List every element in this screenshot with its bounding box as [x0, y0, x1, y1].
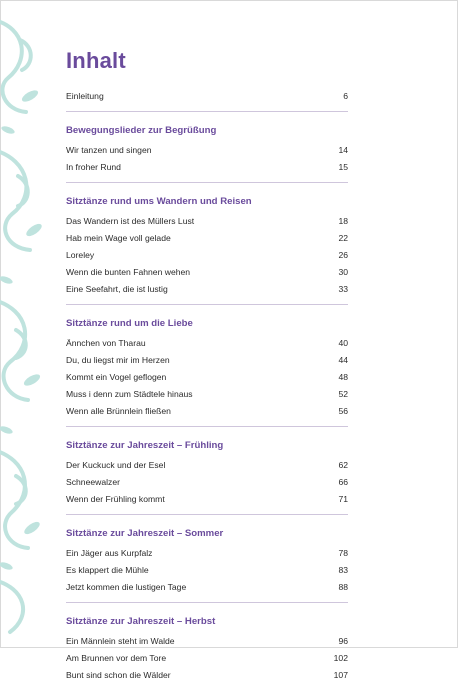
toc-entry-label: Kommt ein Vogel geflogen — [66, 372, 167, 382]
toc-entry — [66, 230, 348, 247]
toc-entry — [66, 545, 348, 562]
toc-entry-page: 71 — [338, 494, 348, 504]
page-title: Inhalt — [66, 48, 126, 73]
toc-entry-page: 33 — [338, 284, 348, 294]
toc-entry-page: 83 — [338, 565, 348, 575]
toc-entry — [66, 247, 348, 264]
toc-entry — [66, 491, 348, 508]
toc-section — [66, 194, 348, 305]
section-title: Bewegungslieder zur Begrüßung — [66, 125, 217, 136]
toc-section — [66, 614, 348, 684]
toc-entry-label: Wenn die bunten Fahnen wehen — [66, 267, 191, 277]
toc-entry-page: 52 — [338, 389, 348, 399]
toc-entry-label: Am Brunnen vor dem Tore — [66, 653, 167, 663]
toc-entry — [66, 213, 348, 230]
toc-entry — [66, 335, 348, 352]
toc-entry-page: 107 — [333, 670, 348, 680]
toc-entry-label: Eine Seefahrt, die ist lustig — [66, 284, 168, 294]
section-title: Sitztänze rund um die Liebe — [66, 318, 193, 329]
toc-section — [66, 438, 348, 515]
toc-entry — [66, 369, 348, 386]
toc-entry-label: Schneewalzer — [66, 477, 120, 487]
toc-entry — [66, 352, 348, 369]
toc-entry-page: 26 — [338, 250, 348, 260]
toc-entry — [66, 159, 348, 176]
toc-entry-label: Muss i denn zum Städtele hinaus — [66, 389, 193, 399]
toc-entry-label: Einleitung — [66, 91, 104, 101]
toc-section — [66, 316, 348, 427]
toc-entry-label: Es klappert die Mühle — [66, 565, 149, 575]
toc-entry-page: 96 — [338, 636, 348, 646]
section-divider — [66, 182, 348, 183]
toc-entry-page: 44 — [338, 355, 348, 365]
toc-entry-label: Das Wandern ist des Müllers Lust — [66, 216, 195, 226]
toc-entry-label: Wir tanzen und singen — [66, 145, 152, 155]
toc-entry — [66, 650, 348, 667]
section-title: Sitztänze rund ums Wandern und Reisen — [66, 196, 252, 207]
toc-entry-label: Der Kuckuck und der Esel — [66, 460, 166, 470]
toc-entry-page: 18 — [338, 216, 348, 226]
toc-entry — [66, 474, 348, 491]
section-title: Sitztänze zur Jahreszeit – Frühling — [66, 440, 224, 451]
toc-entry-page: 66 — [338, 477, 348, 487]
toc-entry-label: In froher Rund — [66, 162, 121, 172]
toc-entry-label: Hab mein Wage voll gelade — [66, 233, 171, 243]
section-divider — [66, 111, 348, 112]
section-divider — [66, 426, 348, 427]
toc-entry-page: 56 — [338, 406, 348, 416]
toc-entry-page: 6 — [343, 91, 348, 101]
toc-entry-label: Wenn alle Brünnlein fließen — [66, 406, 171, 416]
toc-entry — [66, 386, 348, 403]
toc-entry-page: 40 — [338, 338, 348, 348]
toc-entry-label: Ännchen von Tharau — [66, 338, 146, 348]
toc-entry-page: 30 — [338, 267, 348, 277]
toc-entry-page: 102 — [333, 653, 348, 663]
toc-entry-page: 62 — [338, 460, 348, 470]
toc-entry-page: 78 — [338, 548, 348, 558]
table-of-contents — [66, 48, 348, 684]
toc-entry — [66, 562, 348, 579]
section-divider — [66, 514, 348, 515]
toc-entry — [66, 264, 348, 281]
section-divider — [66, 304, 348, 305]
toc-entry-label: Bunt sind schon die Wälder — [66, 670, 171, 680]
toc-section — [66, 526, 348, 603]
toc-entry-label: Ein Jäger aus Kurpfalz — [66, 548, 153, 558]
toc-entry-page: 14 — [338, 145, 348, 155]
floral-ornament-icon — [0, 0, 60, 648]
toc-entry — [66, 579, 348, 596]
toc-entry-label: Loreley — [66, 250, 95, 260]
section-title: Sitztänze zur Jahreszeit – Herbst — [66, 616, 216, 627]
section-divider — [66, 602, 348, 603]
toc-entry — [66, 403, 348, 420]
toc-entry-page: 15 — [338, 162, 348, 172]
section-title: Sitztänze zur Jahreszeit – Sommer — [66, 528, 224, 539]
toc-entry — [66, 667, 348, 684]
toc-entry — [66, 281, 348, 298]
toc-entry-page: 48 — [338, 372, 348, 382]
toc-section — [66, 123, 348, 183]
toc-entry-page: 88 — [338, 582, 348, 592]
toc-entry-page: 22 — [338, 233, 348, 243]
toc-entry-label: Jetzt kommen die lustigen Tage — [66, 582, 187, 592]
toc-entry-label: Ein Männlein steht im Walde — [66, 636, 175, 646]
toc-entry — [66, 457, 348, 474]
toc-entry — [66, 633, 348, 650]
toc-entry-intro — [66, 88, 348, 105]
toc-entry-label: Du, du liegst mir im Herzen — [66, 355, 170, 365]
toc-entry — [66, 142, 348, 159]
toc-entry-label: Wenn der Frühling kommt — [66, 494, 165, 504]
